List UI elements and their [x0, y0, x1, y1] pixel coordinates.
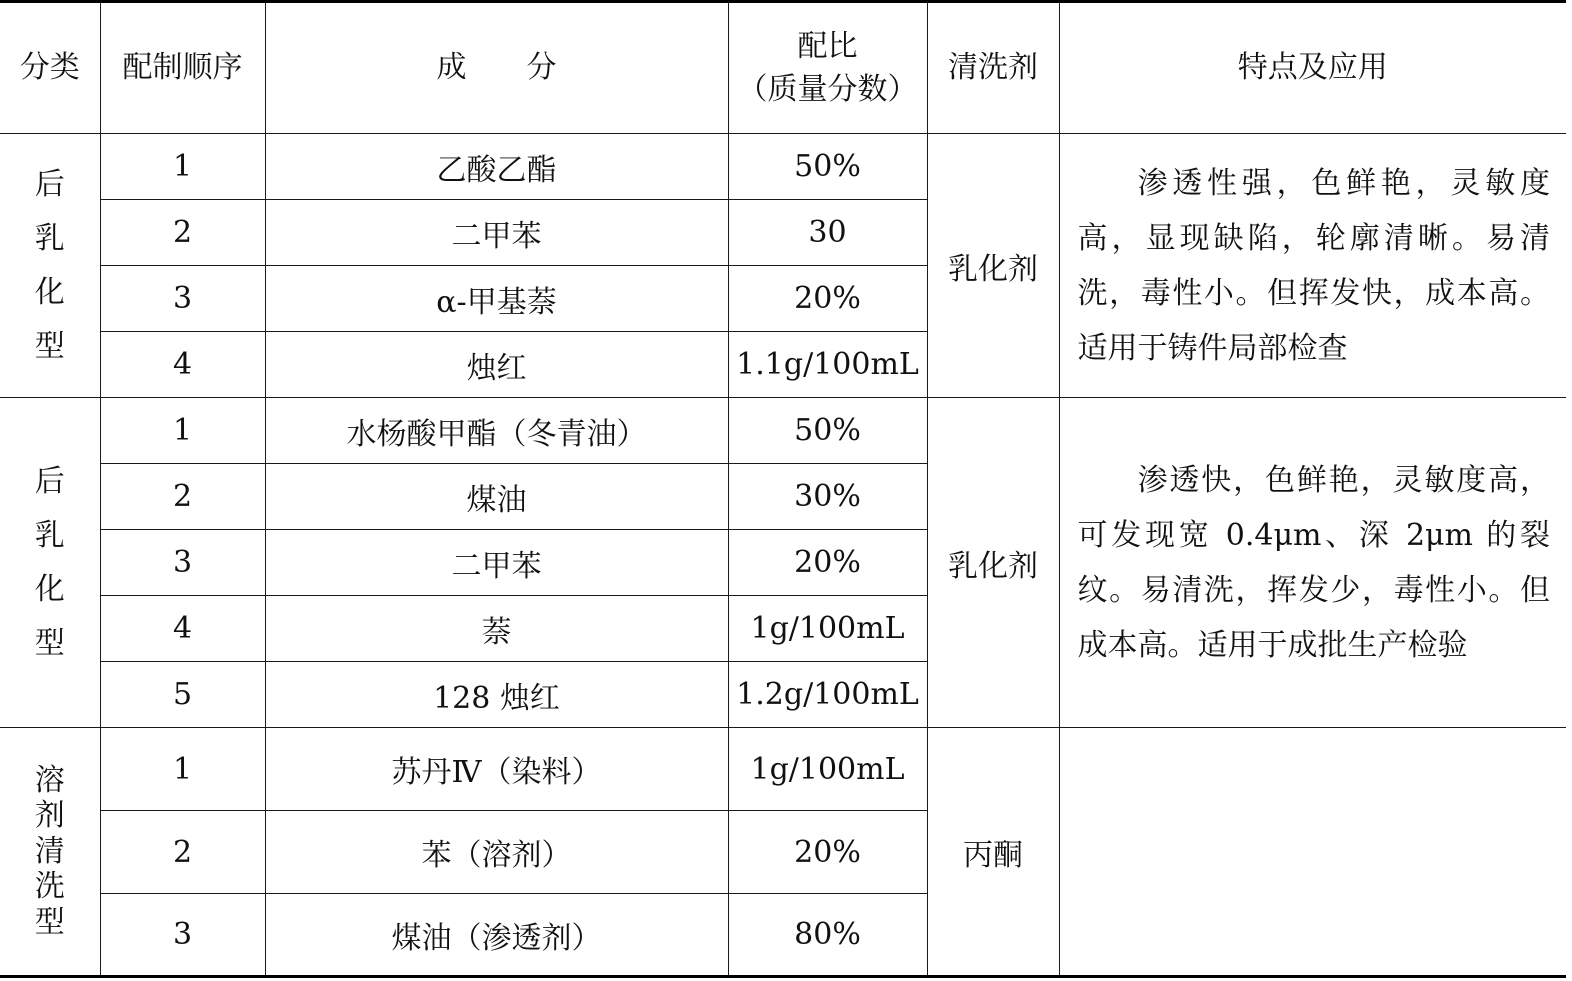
component-cell: 煤油: [265, 464, 728, 530]
order-cell: 3: [100, 266, 265, 332]
component-cell: 水杨酸甲酯（冬青油）: [265, 398, 728, 464]
category-text: 后 乳 化 型: [34, 463, 65, 661]
order-cell: 3: [100, 894, 265, 977]
category-text: 后 乳 化 型: [34, 166, 65, 364]
order-cell: 1: [100, 134, 265, 200]
ratio-cell: 50%: [728, 134, 927, 200]
order-cell: 4: [100, 332, 265, 398]
component-cell: α-甲基萘: [265, 266, 728, 332]
component-cell: 二甲苯: [265, 530, 728, 596]
table-row: [0, 728, 1566, 811]
component-cell: 苏丹Ⅳ（染料）: [265, 728, 728, 811]
order-cell: 3: [100, 530, 265, 596]
category-cell: [0, 398, 100, 728]
ratio-cell: 80%: [728, 894, 927, 977]
header-cleaner: 清洗剂: [927, 2, 1059, 134]
component-cell: 128 烛红: [265, 662, 728, 728]
ratio-cell: 1.2g/100mL: [728, 662, 927, 728]
header-features: 特点及应用: [1059, 2, 1566, 134]
features-cell: 渗透快，色鲜艳，灵敏度高，可发现宽 0.4μm、深 2μm 的裂纹。易清洗，挥发少，毒性小。但成本高。适用于成批生产检验: [1059, 398, 1566, 728]
header-component: 成 分: [265, 2, 728, 134]
cleaner-cell: 乳化剂: [927, 398, 1059, 728]
ratio-cell: 50%: [728, 398, 927, 464]
ratio-cell: 1g/100mL: [728, 596, 927, 662]
order-cell: 5: [100, 662, 265, 728]
order-cell: 2: [100, 811, 265, 894]
component-cell: 煤油（渗透剂）: [265, 894, 728, 977]
table-row: [0, 134, 1566, 200]
cleaner-cell: 丙酮: [927, 728, 1059, 977]
order-cell: 2: [100, 464, 265, 530]
table-row: [0, 398, 1566, 464]
header-ratio: [728, 2, 927, 134]
header-category: 分类: [0, 2, 100, 134]
order-cell: 4: [100, 596, 265, 662]
order-cell: 1: [100, 398, 265, 464]
component-cell: 二甲苯: [265, 200, 728, 266]
category-cell: [0, 728, 100, 977]
component-cell: 苯（溶剂）: [265, 811, 728, 894]
features-cell: [1059, 728, 1566, 977]
header-order: 配制顺序: [100, 2, 265, 134]
header-ratio-line2: （质量分数）: [737, 72, 918, 107]
component-cell: 萘: [265, 596, 728, 662]
ratio-cell: 30%: [728, 464, 927, 530]
category-text: 溶 剂 清 洗 型: [34, 763, 65, 940]
features-cell: 渗透性强，色鲜艳，灵敏度高，显现缺陷，轮廓清晰。易清洗，毒性小。但挥发快，成本高。适用于铸件局部检查: [1059, 134, 1566, 398]
ratio-cell: 1g/100mL: [728, 728, 927, 811]
ratio-cell: 1.1g/100mL: [728, 332, 927, 398]
cleaner-cell: 乳化剂: [927, 134, 1059, 398]
ratio-cell: 20%: [728, 530, 927, 596]
header-row: [0, 2, 1566, 134]
header-ratio-line1: 配比: [797, 28, 858, 64]
order-cell: 2: [100, 200, 265, 266]
component-cell: 烛红: [265, 332, 728, 398]
category-cell: [0, 134, 100, 398]
component-cell: 乙酸乙酯: [265, 134, 728, 200]
ratio-cell: 20%: [728, 266, 927, 332]
ratio-cell: 20%: [728, 811, 927, 894]
ratio-cell: 30: [728, 200, 927, 266]
order-cell: 1: [100, 728, 265, 811]
